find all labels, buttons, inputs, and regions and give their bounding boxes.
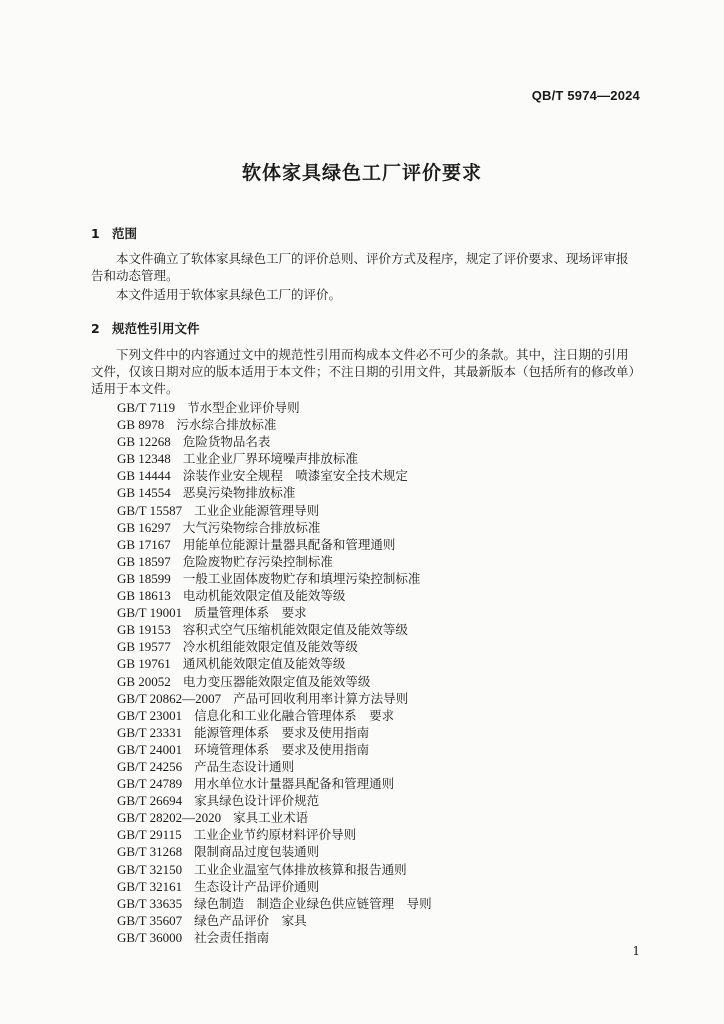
- reference-code: GB 20052: [117, 673, 171, 689]
- reference-code: GB 19761: [117, 656, 171, 672]
- reference-item: [117, 416, 432, 433]
- reference-item: [117, 673, 432, 690]
- standard-code: QB/T 5974—2024: [531, 88, 640, 103]
- reference-item: [117, 843, 432, 860]
- reference-title: 大气污染物综合排放标准: [182, 519, 321, 535]
- section-1-heading: [91, 224, 137, 242]
- reference-item: [117, 553, 432, 570]
- reference-title: 危险货物品名表: [182, 434, 271, 450]
- reference-title: 恶臭污染物排放标准: [182, 485, 296, 501]
- reference-code: GB/T 24789: [117, 776, 183, 792]
- reference-code: GB/T 15587: [117, 502, 183, 518]
- reference-title: 涂装作业安全规程 喷漆室安全技术规定: [182, 468, 408, 484]
- reference-title: 信息化和工业化融合管理体系 要求: [194, 707, 395, 723]
- reference-item: [117, 775, 432, 792]
- reference-title: 电动机能效限定值及能效等级: [182, 588, 346, 604]
- text-line: 文件，仅该日期对应的版本适用于本文件；不注日期的引用文件，其最新版本（包括所有的修改单）: [91, 364, 642, 379]
- reference-item: [117, 741, 432, 758]
- page-number: 1: [632, 944, 640, 958]
- reference-item: [117, 861, 432, 878]
- reference-item: [117, 690, 432, 707]
- reference-code: GB 17167: [117, 536, 171, 552]
- text-line: 告和动态管理。: [91, 268, 179, 283]
- reference-item: [117, 502, 432, 519]
- reference-title: 工业企业能源管理导则: [194, 502, 320, 518]
- reference-code: GB/T 7119: [117, 400, 176, 415]
- reference-code: GB 16297: [117, 519, 171, 535]
- reference-item: [117, 467, 432, 484]
- reference-title: 生态设计产品评价通则: [194, 878, 320, 894]
- reference-code: GB 18613: [117, 588, 171, 604]
- reference-title: 产品生态设计通则: [194, 758, 295, 774]
- document-title: 软体家具绿色工厂评价要求: [241, 162, 482, 184]
- reference-title: 绿色制造 制造企业绿色供应链管理 导则: [194, 895, 432, 911]
- reference-item: [117, 707, 432, 724]
- reference-item: [117, 638, 432, 655]
- reference-code: GB 8978: [117, 417, 165, 433]
- reference-item: [117, 724, 432, 741]
- reference-code: GB/T 31268: [117, 844, 183, 860]
- text-line: 下列文件中的内容通过文中的规范性引用而构成本文件必不可少的条款。其中，注日期的引用: [116, 347, 629, 362]
- reference-code: GB/T 20862—2007: [117, 690, 222, 706]
- reference-title: 通风机能效限定值及能效等级: [182, 656, 346, 672]
- reference-item: [117, 570, 432, 587]
- text-line: 本文件确立了软体家具绿色工厂的评价总则、评价方式及程序，规定了评价要求、现场评审报: [116, 251, 629, 266]
- reference-title: 电力变压器能效限定值及能效等级: [182, 673, 371, 689]
- reference-title: 冷水机组能效限定值及能效等级: [182, 639, 358, 655]
- reference-code: GB/T 24001: [117, 741, 183, 757]
- reference-code: GB/T 29115: [117, 827, 182, 843]
- normative-references-intro: [91, 346, 643, 397]
- reference-item: [117, 536, 432, 553]
- reference-code: GB 14554: [117, 485, 171, 501]
- reference-item: [117, 895, 432, 912]
- reference-code: GB/T 32161: [117, 878, 183, 894]
- section-title: 规范性引用文件: [112, 321, 200, 336]
- reference-code: GB/T 19001: [117, 605, 183, 621]
- scope-paragraph-2: [91, 286, 643, 303]
- reference-title: 污水综合排放标准: [176, 417, 277, 433]
- reference-code: GB 12268: [117, 434, 171, 450]
- reference-code: GB/T 36000: [117, 929, 183, 945]
- section-number: 2: [91, 321, 100, 336]
- reference-title: 绿色产品评价 家具: [194, 912, 307, 928]
- reference-title: 工业企业温室气体排放核算和报告通则: [194, 861, 407, 877]
- text-line: 适用于本文件。: [91, 381, 179, 396]
- reference-item: [117, 809, 432, 826]
- reference-code: GB/T 32150: [117, 861, 183, 877]
- reference-code: GB/T 23331: [117, 724, 183, 740]
- reference-code: GB 19577: [117, 639, 171, 655]
- reference-item: [117, 399, 432, 416]
- text-line: 本文件适用于软体家具绿色工厂的评价。: [116, 287, 342, 302]
- reference-code: GB 19153: [117, 622, 171, 638]
- reference-title: 家具绿色设计评价规范: [194, 793, 320, 809]
- reference-item: [117, 792, 432, 809]
- reference-item: [117, 826, 432, 843]
- reference-title: 限制商品过度包装通则: [194, 844, 320, 860]
- reference-item: [117, 433, 432, 450]
- reference-code: GB/T 28202—2020: [117, 810, 222, 826]
- reference-code: GB 18597: [117, 553, 171, 569]
- section-title: 范围: [112, 226, 138, 241]
- reference-title: 一般工业固体废物贮存和填埋污染控制标准: [182, 570, 421, 586]
- reference-list: [117, 399, 432, 946]
- reference-title: 环境管理体系 要求及使用指南: [194, 741, 370, 757]
- reference-item: [117, 621, 432, 638]
- reference-title: 质量管理体系 要求: [194, 605, 307, 621]
- reference-title: 能源管理体系 要求及使用指南: [194, 724, 370, 740]
- reference-item: [117, 929, 432, 946]
- reference-title: 用水单位水计量器具配备和管理通则: [194, 776, 395, 792]
- reference-item: [117, 587, 432, 604]
- reference-item: [117, 912, 432, 929]
- reference-code: GB 14444: [117, 468, 171, 484]
- reference-item: [117, 519, 432, 536]
- reference-item: [117, 655, 432, 672]
- reference-code: GB 18599: [117, 570, 171, 586]
- reference-code: GB/T 33635: [117, 895, 183, 911]
- reference-item: [117, 604, 432, 621]
- section-number: 1: [91, 226, 100, 241]
- reference-item: [117, 450, 432, 467]
- reference-title: 产品可回收利用率计算方法导则: [233, 690, 409, 706]
- reference-code: GB/T 24256: [117, 758, 183, 774]
- scope-paragraph-1: [91, 250, 643, 284]
- reference-item: [117, 484, 432, 501]
- reference-code: GB/T 23001: [117, 707, 183, 723]
- reference-title: 容积式空气压缩机能效限定值及能效等级: [182, 622, 408, 638]
- reference-title: 节水型企业评价导则: [187, 400, 300, 415]
- reference-title: 工业企业厂界环境噪声排放标准: [182, 451, 358, 467]
- reference-code: GB 12348: [117, 451, 171, 467]
- reference-code: GB/T 35607: [117, 912, 183, 928]
- reference-code: GB/T 26694: [117, 793, 183, 809]
- reference-title: 危险废物贮存污染控制标准: [182, 553, 333, 569]
- reference-item: [117, 878, 432, 895]
- reference-title: 工业企业节约原材料评价导则: [193, 827, 357, 843]
- reference-title: 家具工业术语: [233, 810, 309, 826]
- reference-item: [117, 758, 432, 775]
- reference-title: 用能单位能源计量器具配备和管理通则: [182, 536, 396, 552]
- section-2-heading: [91, 319, 200, 337]
- reference-title: 社会责任指南: [194, 929, 270, 945]
